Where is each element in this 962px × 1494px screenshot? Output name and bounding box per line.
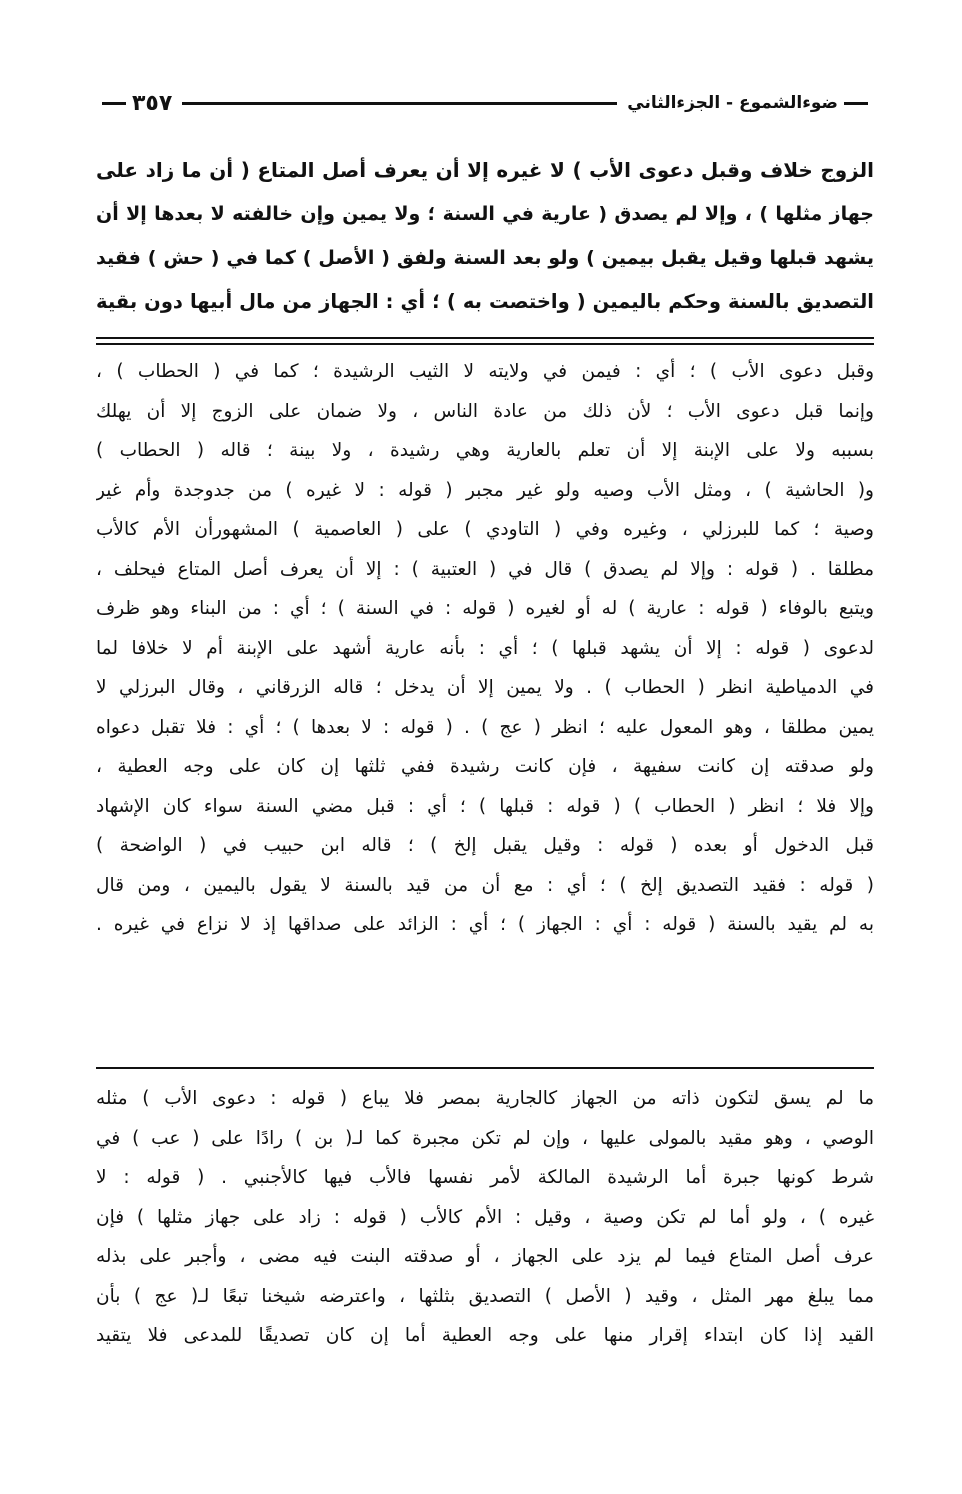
commentary-line: ما لم يسق لتكون ذاته من الجهاز كالجارية بمصر فلا يباع ( قوله : دعوى الأب ) مثله: [96, 1088, 874, 1109]
commentary-line: مما يبلغ مهر المثل ، وقيد ( الأصل ) التصديق بثلثها ، واعترضه شيخنا تبعًا لـ( عج ) بأن: [96, 1285, 874, 1307]
commentary-line: بسببه ولا على الإبنة إلا أن تعلم بالعارية وهي رشيدة ، ولا بينة ؛ قاله ( الحطاب ): [96, 440, 874, 461]
double-divider: [96, 337, 874, 345]
commentary-line: وقبل دعوى الأب ) ؛ أي : فيمن في ولايته لا الثيب الرشيدة ؛ كما في ( الحطاب ) ،: [96, 361, 874, 382]
commentary-line: وإلا فلا ؛ انظر ( الحطاب ) ( قوله : قبلها ) ؛ أي : قبل مضي السنة سواء كان الإشهاد: [96, 795, 874, 817]
header-rule: [182, 102, 617, 105]
header-dash: [844, 102, 868, 105]
single-divider: [96, 1067, 874, 1069]
main-text-line: الزوج خلاف وقبل دعوى الأب ) لا غيره إلا أن يعرف أصل المتاع ( أن ما زاد على: [96, 158, 874, 182]
header-dash: [102, 102, 126, 105]
commentary-line: به لم يقيد بالسنة ( قوله : أي : الجهاز ) ؛ أي : الزائد على صداقها إذ لا نزاع في غيره .: [96, 914, 874, 935]
commentary-line: ولو صدقته إن كانت سفيهة ، فإن كانت رشيدة ففي ثلثها إن كان على وجه العطية ،: [96, 756, 874, 777]
commentary-line: في الدمياطية انظر ( الحطاب ) . ولا يمين إلا أن يدخل ؛ قاله الزرقاني ، وقال البرزلي لا: [96, 677, 874, 698]
commentary-line: ويتبع بالوفاء ( قوله : عارية ) له أو لغيره ( قوله : في السنة ) ؛ أي : من البناء وهو ظرف: [96, 598, 874, 619]
header-title: ضوءالشموع - الجزءالثاني: [627, 93, 838, 113]
commentary-line: غيره ) ، ولو أما لم تكن وصية ، وقيل : الأم كالأب ( قوله : زاد على جهاز مثلها ) فإن: [96, 1206, 874, 1228]
commentary-line: شرط كونها جبرة أما الرشيدة المالكة لأمر نفسها فالأب فيها كالأجنبي . ( قوله : لا: [96, 1167, 874, 1188]
page-number: ٣٥٧: [132, 90, 173, 116]
commentary-line: مطلقا . ( قوله : وإلا لم يصدق ) قال في ( العتبية ) : إلا أن يعرف أصل المتاع فيحلف ،: [96, 558, 874, 580]
commentary-line: لدعوى ( قوله : إلا أن يشهد قبلها ) ؛ أي : بأنه عارية أشهد على الإبنة أم لا خلافا لما: [96, 637, 874, 659]
commentary-line: قبل الدخول أو بعده ( قوله : وقيل يقبل إلخ ) ؛ قاله ابن حبيب في ( الواضحة ): [96, 835, 874, 856]
running-header: [96, 88, 874, 118]
book-page: [96, 0, 874, 1494]
commentary-first: [96, 352, 874, 945]
commentary-line: القيد إذا كان ابتداء إقرار منها على وجه العطية أما إن كان تصديقًا للمدعى فلا يتقيد: [96, 1325, 874, 1346]
commentary-line: و( الحاشية ) ، ومثل الأب وصيه ولو غير مجبر ( قوله : لا غيره ) من جدوجدة وأم غير: [96, 479, 874, 501]
commentary-line: ( قوله : فقيد التصديق إلخ ) ؛ أي : مع أن من قيد بالسنة لا يقول باليمين ، ومن قال: [96, 874, 874, 896]
commentary-line: يمين مطلقا ، وهو المعول عليه ؛ انظر ( عج ) . ( قوله : لا بعدها ) ؛ أي : فلا تقبل دعواه: [96, 716, 874, 738]
commentary-line: الوصي ، وهو مقيد بالمولى عليها ، وإن لم تكن مجبرة كما لـ( بن ) رادًا على ( عب ) في: [96, 1127, 874, 1149]
commentary-line: عرف أصل المتاع فيما لم يزد على الجهاز ، أو صدقته البنت فيه مضى ، وأجبر على بذله: [96, 1246, 874, 1267]
main-text-line: جهاز مثلها ) ، وإلا لم يصدق ( عارية في السنة ؛ ولا يمين وإن خالفته لا بعدها إلا أن: [96, 203, 874, 225]
commentary-line: وإنما قبل دعوى الأب ؛ لأن ذلك من عادة الناس ، ولا ضمان على الزوج إلا أن يهلك: [96, 400, 874, 422]
commentary-second: [96, 1079, 874, 1356]
main-text-line: يشهد قبلها وقيل يقبل بيمين ) ولو بعد السنة ولفق ( الأصل ) كما في ( حش ) فقيد: [96, 247, 874, 269]
commentary-line: وصية ؛ كما للبرزلي ، وغيره وفي ( التاودي ) على ( العاصمية ) المشهورأن الأم كالأب: [96, 519, 874, 540]
main-text-line: التصديق بالسنة وحكم باليمين ( واختصت به ) ؛ أي : الجهاز من مال أبيها دون بقية: [96, 290, 874, 313]
main-text: [96, 148, 874, 324]
